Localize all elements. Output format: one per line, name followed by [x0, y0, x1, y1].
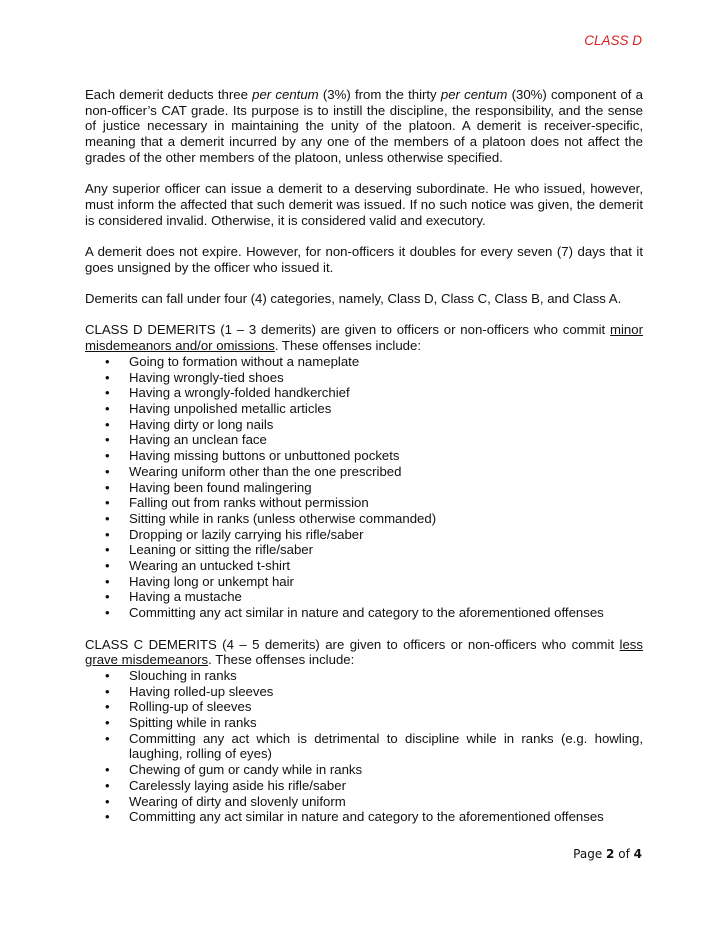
bullet-icon: •	[105, 762, 110, 778]
list-item-text: Dropping or lazily carrying his rifle/saber	[129, 526, 364, 542]
bullet-icon: •	[105, 401, 110, 416]
list-item-text: Committing any act similar in nature and category to the aforementioned offenses	[129, 809, 604, 825]
bullet-icon: •	[105, 510, 110, 526]
list-item-text: Having been found malingering	[129, 479, 312, 495]
paragraph-issuing-officer: Any superior officer can issue a demerit to a deserving subordinate. He who issued, however, must inform the affected that such demerit was issued. If no such notice was given, the demerit is considered invalid. Otherwise, it is considered valid and executory.	[85, 181, 643, 228]
list-item-text: Having dirty or long nails	[129, 416, 274, 432]
bullet-icon: •	[105, 667, 110, 683]
paragraph-expiry: A demerit does not expire. However, for non-officers it doubles for every seven (7) days that it goes unsigned by the officer who issued it.	[85, 244, 643, 275]
list-item	[85, 385, 643, 401]
list-item	[85, 731, 643, 762]
list-item	[85, 574, 643, 590]
list-item	[85, 684, 643, 700]
bullet-icon: •	[105, 353, 110, 369]
list-item-text: Leaning or sitting the rifle/saber	[129, 542, 314, 558]
list-item	[85, 605, 643, 621]
list-item	[85, 527, 643, 543]
list-item-text: Wearing an untucked t-shirt	[129, 558, 291, 574]
list-item	[85, 558, 643, 574]
class-c-intro: CLASS C DEMERITS (4 – 5 demerits) are given to officers or non-officers who commit less grave misdemeanors. These offenses include:	[85, 636, 643, 668]
list-item	[85, 668, 643, 684]
list-item	[85, 480, 643, 496]
bullet-icon: •	[105, 416, 110, 432]
bullet-icon: •	[105, 605, 110, 621]
list-item	[85, 464, 643, 480]
list-item-text: Having missing buttons or unbuttoned pockets	[129, 448, 400, 464]
list-item-text: Committing any act similar in nature and category to the aforementioned offenses	[129, 605, 604, 621]
list-item	[85, 794, 643, 810]
class-d-offense-list	[85, 354, 643, 621]
list-item	[85, 370, 643, 386]
list-item-text: Rolling-up of sleeves	[129, 699, 252, 715]
bullet-icon: •	[105, 479, 110, 495]
bullet-icon: •	[105, 495, 110, 511]
list-item	[85, 589, 643, 605]
list-item-text: Having an unclean face	[129, 432, 267, 448]
list-item-text: Spitting while in ranks	[129, 715, 257, 731]
bullet-icon: •	[105, 385, 110, 401]
bullet-icon: •	[105, 369, 110, 385]
list-item	[85, 417, 643, 433]
class-d-intro: CLASS D DEMERITS (1 – 3 demerits) are given to officers or non-officers who commit minor misdemeanors and/or omissions. These offenses include:	[85, 322, 643, 354]
bullet-icon: •	[105, 683, 110, 699]
list-item	[85, 354, 643, 370]
bullet-icon: •	[105, 448, 110, 464]
list-item-text: Having a wrongly-folded handkerchief	[129, 385, 350, 401]
list-item	[85, 495, 643, 511]
list-item	[85, 809, 643, 825]
list-item-text: Wearing uniform other than the one prescribed	[129, 463, 402, 479]
bullet-icon: •	[105, 558, 110, 574]
list-item	[85, 699, 643, 715]
list-item-text: Having rolled-up sleeves	[129, 683, 274, 699]
list-item	[85, 448, 643, 464]
bullet-icon: •	[105, 573, 110, 589]
list-item-text: Wearing of dirty and slovenly uniform	[129, 793, 346, 809]
list-item-text: Committing any act which is detrimental to discipline while in ranks (e.g. howling, laughing, rolling of eyes)	[129, 730, 643, 762]
list-item	[85, 762, 643, 778]
class-header-tag: CLASS D	[584, 33, 642, 48]
class-c-offense-list	[85, 668, 643, 825]
bullet-icon: •	[105, 589, 110, 605]
bullet-icon: •	[105, 809, 110, 825]
bullet-icon: •	[105, 777, 110, 793]
bullet-icon: •	[105, 699, 110, 715]
list-item	[85, 542, 643, 558]
list-item	[85, 401, 643, 417]
list-item	[85, 432, 643, 448]
document-body	[85, 87, 643, 841]
list-item-text: Slouching in ranks	[129, 667, 237, 683]
bullet-icon: •	[105, 463, 110, 479]
list-item-text: Having long or unkempt hair	[129, 573, 294, 589]
bullet-icon: •	[105, 793, 110, 809]
list-item-text: Falling out from ranks without permission	[129, 495, 369, 511]
bullet-icon: •	[105, 730, 110, 746]
list-item-text: Carelessly laying aside his rifle/saber	[129, 777, 346, 793]
list-item-text: Having a mustache	[129, 589, 242, 605]
list-item	[85, 715, 643, 731]
list-item	[85, 778, 643, 794]
list-item	[85, 511, 643, 527]
list-item-text: Having wrongly-tied shoes	[129, 369, 284, 385]
list-item-text: Going to formation without a nameplate	[129, 353, 360, 369]
bullet-icon: •	[105, 715, 110, 731]
bullet-icon: •	[105, 432, 110, 448]
paragraph-categories: Demerits can fall under four (4) categories, namely, Class D, Class C, Class B, and Class A.	[85, 291, 622, 307]
bullet-icon: •	[105, 526, 110, 542]
list-item-text: Chewing of gum or candy while in ranks	[129, 762, 363, 778]
paragraph-demerit-deduction: Each demerit deducts three per centum (3%) from the thirty per centum (30%) component of a non-officer’s CAT grade. Its purpose is to instill the discipline, the responsibility, and the sense of justice necessary in maintaining the unity of the platoon. A demerit is receiver-specific, meaning that a demerit incurred by any one of the members of a platoon does not affect the grades of the other members of the platoon, unless otherwise specified.	[85, 87, 643, 165]
page-number: Page 2 of 4	[573, 847, 642, 861]
bullet-icon: •	[105, 542, 110, 558]
list-item-text: Having unpolished metallic articles	[129, 401, 332, 416]
list-item-text: Sitting while in ranks (unless otherwise commanded)	[129, 510, 437, 526]
